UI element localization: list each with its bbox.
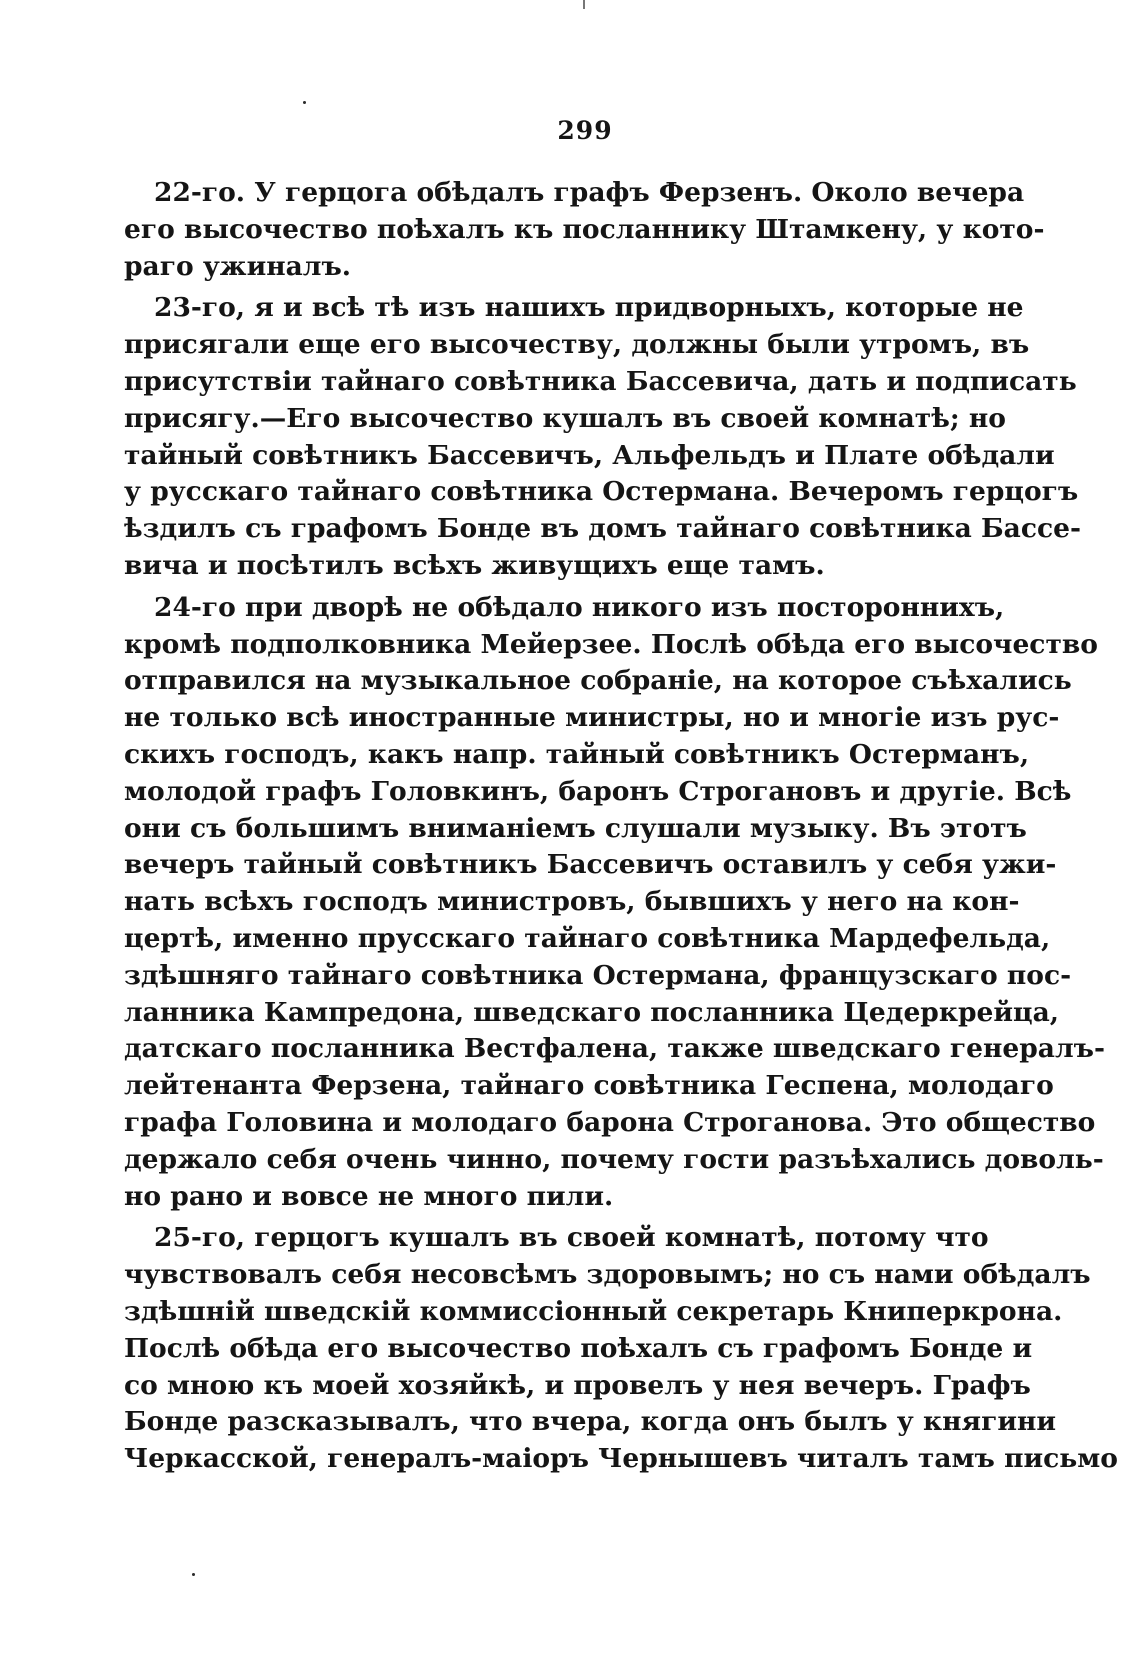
scan-mark [583,0,585,9]
ink-speck [192,1573,195,1576]
text-line: кромѣ подполковника Мейерзее. Послѣ обѣда его высочество [124,628,1098,660]
text-line: 23-го, я и всѣ тѣ изъ нашихъ придворныхъ, которые не [154,292,1024,324]
text-line: не только всѣ иностранные министры, но и многіе изъ рус- [124,702,1060,734]
text-line: отправился на музыкальное собраніе, на которое съѣхались [124,665,1072,697]
text-line: 24-го при дворѣ не обѣдало никого изъ постороннихъ, [154,591,1005,623]
ink-speck [303,101,306,104]
text-line: цертѣ, именно прусскаго тайнаго совѣтника Мардефельда, [124,922,1051,954]
text-line: вича и посѣтилъ всѣхъ живущихъ еще тамъ. [124,549,825,581]
text-line: раго ужиналъ. [124,250,352,282]
text-line: нать всѣхъ господъ министровъ, бывшихъ у него на кон- [124,886,1020,918]
paragraph [124,290,1081,584]
text-line: 25-го, герцогъ кушалъ въ своей комнатѣ, потому что [154,1222,989,1254]
page-number: 299 [557,116,613,145]
text-line: со мною къ моей хозяйкѣ, и провелъ у нея вечеръ. Графъ [124,1369,1031,1401]
text-line: держало себя очень чинно, почему гости разъѣхались доволь- [124,1143,1104,1175]
body-text [124,175,1118,1483]
text-line: его высочество поѣхалъ къ посланнику Штамкену, у кото- [124,213,1045,245]
text-line: у русскаго тайнаго совѣтника Остермана. Вечеромъ герцогъ [124,476,1079,508]
paragraph [124,590,1105,1216]
text-line: молодой графъ Головкинъ, баронъ Строгановъ и другіе. Всѣ [124,775,1072,807]
text-line: датскаго посланника Вестфалена, также шведскаго генералъ- [124,1033,1105,1065]
text-line: Бонде разсказывалъ, что вчера, когда онъ былъ у княгини [124,1406,1057,1438]
text-line: лейтенанта Ферзена, тайнаго совѣтника Геспена, молодаго [124,1070,1054,1102]
text-line: чувствовалъ себя несовсѣмъ здоровымъ; но съ нами обѣдалъ [124,1259,1091,1291]
text-line: но рано и вовсе не много пили. [124,1180,614,1212]
text-line: Послѣ обѣда его высочество поѣхалъ съ графомъ Бонде и [124,1332,1033,1364]
text-line: здѣшняго тайнаго совѣтника Остермана, французскаго пос- [124,959,1072,991]
text-line: 22-го. У герцога обѣдалъ графъ Ферзенъ. Около вечера [154,177,1025,208]
text-line: присягу.—Его высочество кушалъ въ своей комнатѣ; но [124,402,1006,434]
text-line: присутствіи тайнаго совѣтника Бассевича, дать и подписать [124,365,1077,397]
text-line: тайный совѣтникъ Бассевичъ, Альфельдъ и Плате обѣдали [124,439,1055,471]
text-line: вечеръ тайный совѣтникъ Бассевичъ оставилъ у себя ужи- [124,849,1057,881]
paragraph [124,175,1045,285]
paragraph [124,1220,1118,1478]
text-line: присягали еще его высочеству, должны были утромъ, въ [124,329,1030,361]
text-line: скихъ господъ, какъ напр. тайный совѣтникъ Остерманъ, [124,738,1030,770]
text-line: здѣшній шведскій коммиссіонный секретарь Книперкрона. [124,1295,1063,1327]
text-line: ѣздилъ съ графомъ Бонде въ домъ тайнаго совѣтника Бассе- [124,513,1081,545]
text-line: Черкасской, генералъ-маіоръ Чернышевъ читалъ тамъ письмо [124,1443,1118,1475]
text-line: они съ большимъ вниманіемъ слушали музыку. Въ этотъ [124,812,1027,844]
text-line: графа Головина и молодаго барона Строганова. Это общество [124,1106,1096,1138]
text-line: ланника Кампредона, шведскаго посланника Цедеркрейца, [124,996,1059,1028]
